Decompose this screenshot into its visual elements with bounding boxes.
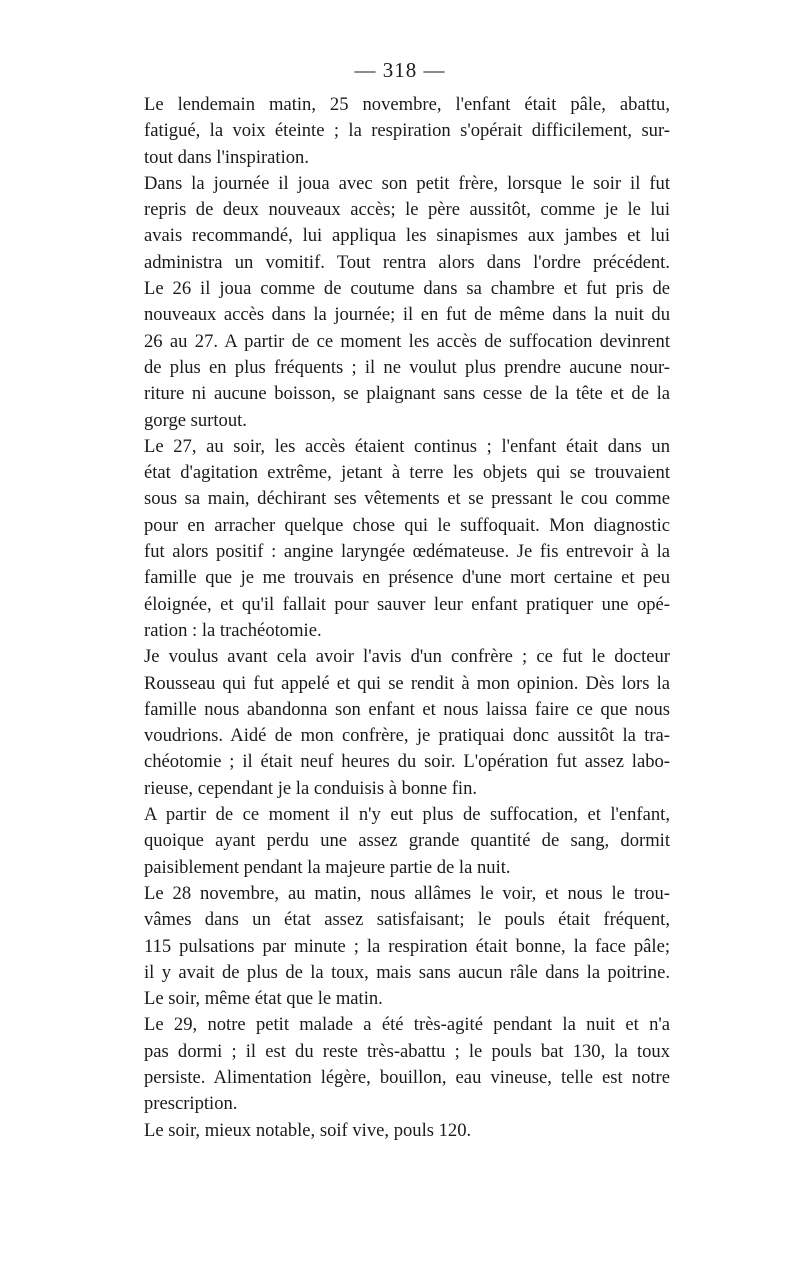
text-line: Le soir, mieux notable, soif vive, pouls 120. bbox=[144, 1119, 472, 1141]
body-text bbox=[144, 92, 670, 1144]
page-number: — 318 — bbox=[354, 58, 446, 82]
text-line: nouveaux accès dans la journée; il en fut de même dans la nuit du bbox=[144, 304, 670, 326]
text-line: Le 28 novembre, au matin, nous allâmes le voir, et nous le trou- bbox=[144, 882, 670, 904]
text-line: repris de deux nouveaux accès; le père aussitôt, comme je le lui bbox=[144, 199, 670, 221]
text-line: Le 26 il joua comme de coutume dans sa chambre et fut pris de bbox=[144, 278, 670, 300]
text-line: avais recommandé, lui appliqua les sinapismes aux jambes et lui bbox=[144, 225, 670, 247]
text-line: Le 29, notre petit malade a été très-agité pendant la nuit et n'a bbox=[144, 1014, 670, 1036]
text-line: Le lendemain matin, 25 novembre, l'enfant était pâle, abattu, bbox=[144, 94, 670, 115]
text-line: rieuse, cependant je la conduisis à bonne fin. bbox=[144, 777, 478, 799]
text-line: Je voulus avant cela avoir l'avis d'un confrère ; ce fut le docteur bbox=[144, 646, 670, 668]
text-line: fut alors positif : angine laryngée œdémateuse. Je fis entrevoir à la bbox=[144, 541, 670, 563]
text-line: de plus en plus fréquents ; il ne voulut plus prendre aucune nour- bbox=[144, 356, 670, 378]
text-line: éloignée, et qu'il fallait pour sauver leur enfant pratiquer une opé- bbox=[144, 593, 670, 615]
text-line: 115 pulsations par minute ; la respiration était bonne, la face pâle; bbox=[144, 935, 670, 957]
text-line: riture ni aucune boisson, se plaignant sans cesse de la tête et de la bbox=[144, 383, 670, 405]
text-line: administra un vomitif. Tout rentra alors dans l'ordre précédent. bbox=[144, 251, 670, 273]
text-line: gorge surtout. bbox=[144, 409, 247, 431]
text-line: prescription. bbox=[144, 1093, 238, 1115]
text-line: il y avait de plus de la toux, mais sans aucun râle dans la poitrine. bbox=[144, 961, 670, 983]
text-line: vâmes dans un état assez satisfaisant; le pouls était fréquent, bbox=[144, 909, 670, 931]
text-line: Rousseau qui fut appelé et qui se rendit à mon opinion. Dès lors la bbox=[144, 672, 670, 694]
text-line: Le soir, même état que le matin. bbox=[144, 988, 383, 1010]
text-line: chéotomie ; il était neuf heures du soir. L'opération fut assez labo- bbox=[144, 751, 670, 773]
text-line: pour en arracher quelque chose qui le suffoquait. Mon diagnostic bbox=[144, 514, 670, 536]
text-line: tout dans l'inspiration. bbox=[144, 146, 310, 168]
text-line: fatigué, la voix éteinte ; la respiration s'opérait difficilement, sur- bbox=[144, 120, 670, 142]
text-line: famille que je me trouvais en présence d'une mort certaine et peu bbox=[144, 567, 670, 589]
text-line: sous sa main, déchirant ses vêtements et se pressant le cou comme bbox=[144, 488, 670, 510]
text-line: quoique ayant perdu une assez grande quantité de sang, dormit bbox=[144, 830, 670, 852]
text-line: ration : la trachéotomie. bbox=[144, 619, 322, 641]
text-line: Le 27, au soir, les accès étaient continus ; l'enfant était dans un bbox=[144, 435, 670, 457]
text-line: famille nous abandonna son enfant et nous laissa faire ce que nous bbox=[144, 698, 670, 720]
text-line: persiste. Alimentation légère, bouillon, eau vineuse, telle est notre bbox=[144, 1066, 670, 1088]
text-line: A partir de ce moment il n'y eut plus de suffocation, et l'enfant, bbox=[144, 804, 670, 826]
text-line: 26 au 27. A partir de ce moment les accès de suffocation devinrent bbox=[144, 330, 670, 352]
text-line: pas dormi ; il est du reste très-abattu ; le pouls bat 130, la toux bbox=[144, 1040, 670, 1062]
text-line: paisiblement pendant la majeure partie de la nuit. bbox=[144, 856, 511, 878]
text-line: voudrions. Aidé de mon confrère, je pratiquai donc aussitôt la tra- bbox=[144, 725, 670, 747]
text-line: état d'agitation extrême, jetant à terre les objets qui se trouvaient bbox=[144, 462, 670, 484]
text-line: Dans la journée il joua avec son petit frère, lorsque le soir il fut bbox=[144, 172, 670, 194]
